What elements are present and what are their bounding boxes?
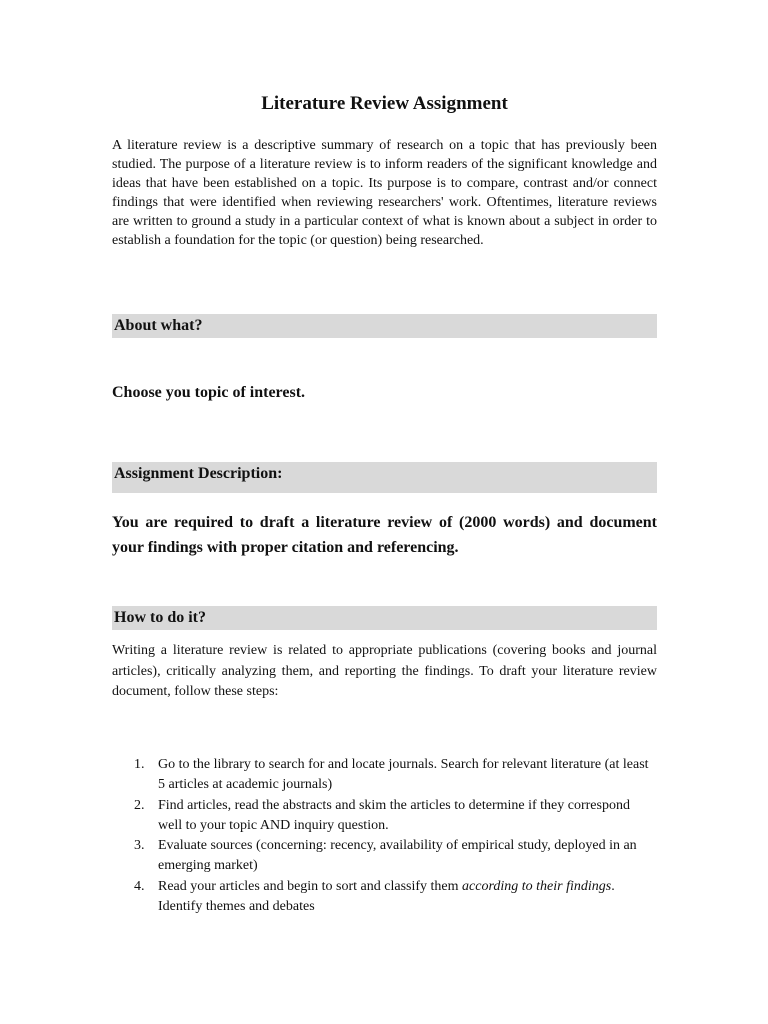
intro-paragraph: A literature review is a descriptive summary of research on a topic that has previously been studied. The purpose of a literature review is to inform readers of the significant knowledge and ideas that have been established on a topic. Its purpose is to compare, contrast and/or connect findings that were identified when reviewing researchers' work. Oftentimes, literature reviews are written to ground a study in a particular context of what is known about a subject in order to establish a foundation for the topic (or question) being researched. [112, 138, 657, 249]
steps-list [112, 755, 657, 917]
step-text-tail: . Identify themes and debates [158, 878, 615, 915]
step-number: 2. [134, 797, 145, 813]
list-item [112, 796, 657, 837]
list-item [112, 836, 657, 877]
step-text: Find articles, read the abstracts and skim the articles to determine if they correspond well to your topic AND inquiry question. [158, 797, 630, 833]
step-text: Evaluate sources (concerning: recency, availability of empirical study, deployed in an emerging market) [158, 838, 637, 874]
step-text-emphasis: according to their findings [462, 878, 612, 894]
document-title: Literature Review Assignment [261, 93, 508, 114]
section-heading-assignment: Assignment Description: [112, 462, 657, 493]
how-to-paragraph: Writing a literature review is related to appropriate publications (covering books and journal articles), critically analyzing them, and reporting the findings. To draft your literature review document, follow these steps: [112, 643, 657, 699]
step-text: Read your articles and begin to sort and classify them [158, 878, 463, 894]
list-item [112, 755, 657, 796]
step-number: 4. [134, 878, 145, 894]
topic-instruction: Choose you topic of interest. [112, 384, 306, 401]
step-number: 1. [134, 757, 145, 772]
assignment-requirement: You are required to draft a literature review of (2000 words) and document your findings with proper citation and referencing. [112, 514, 657, 556]
step-number: 3. [134, 838, 145, 854]
section-heading-about: About what? [112, 314, 657, 338]
step-text: Go to the library to search for and locate journals. Search for relevant literature (at least 5 articles at academic journals) [158, 757, 649, 793]
list-item [112, 877, 657, 918]
section-heading-how: How to do it? [112, 606, 657, 630]
